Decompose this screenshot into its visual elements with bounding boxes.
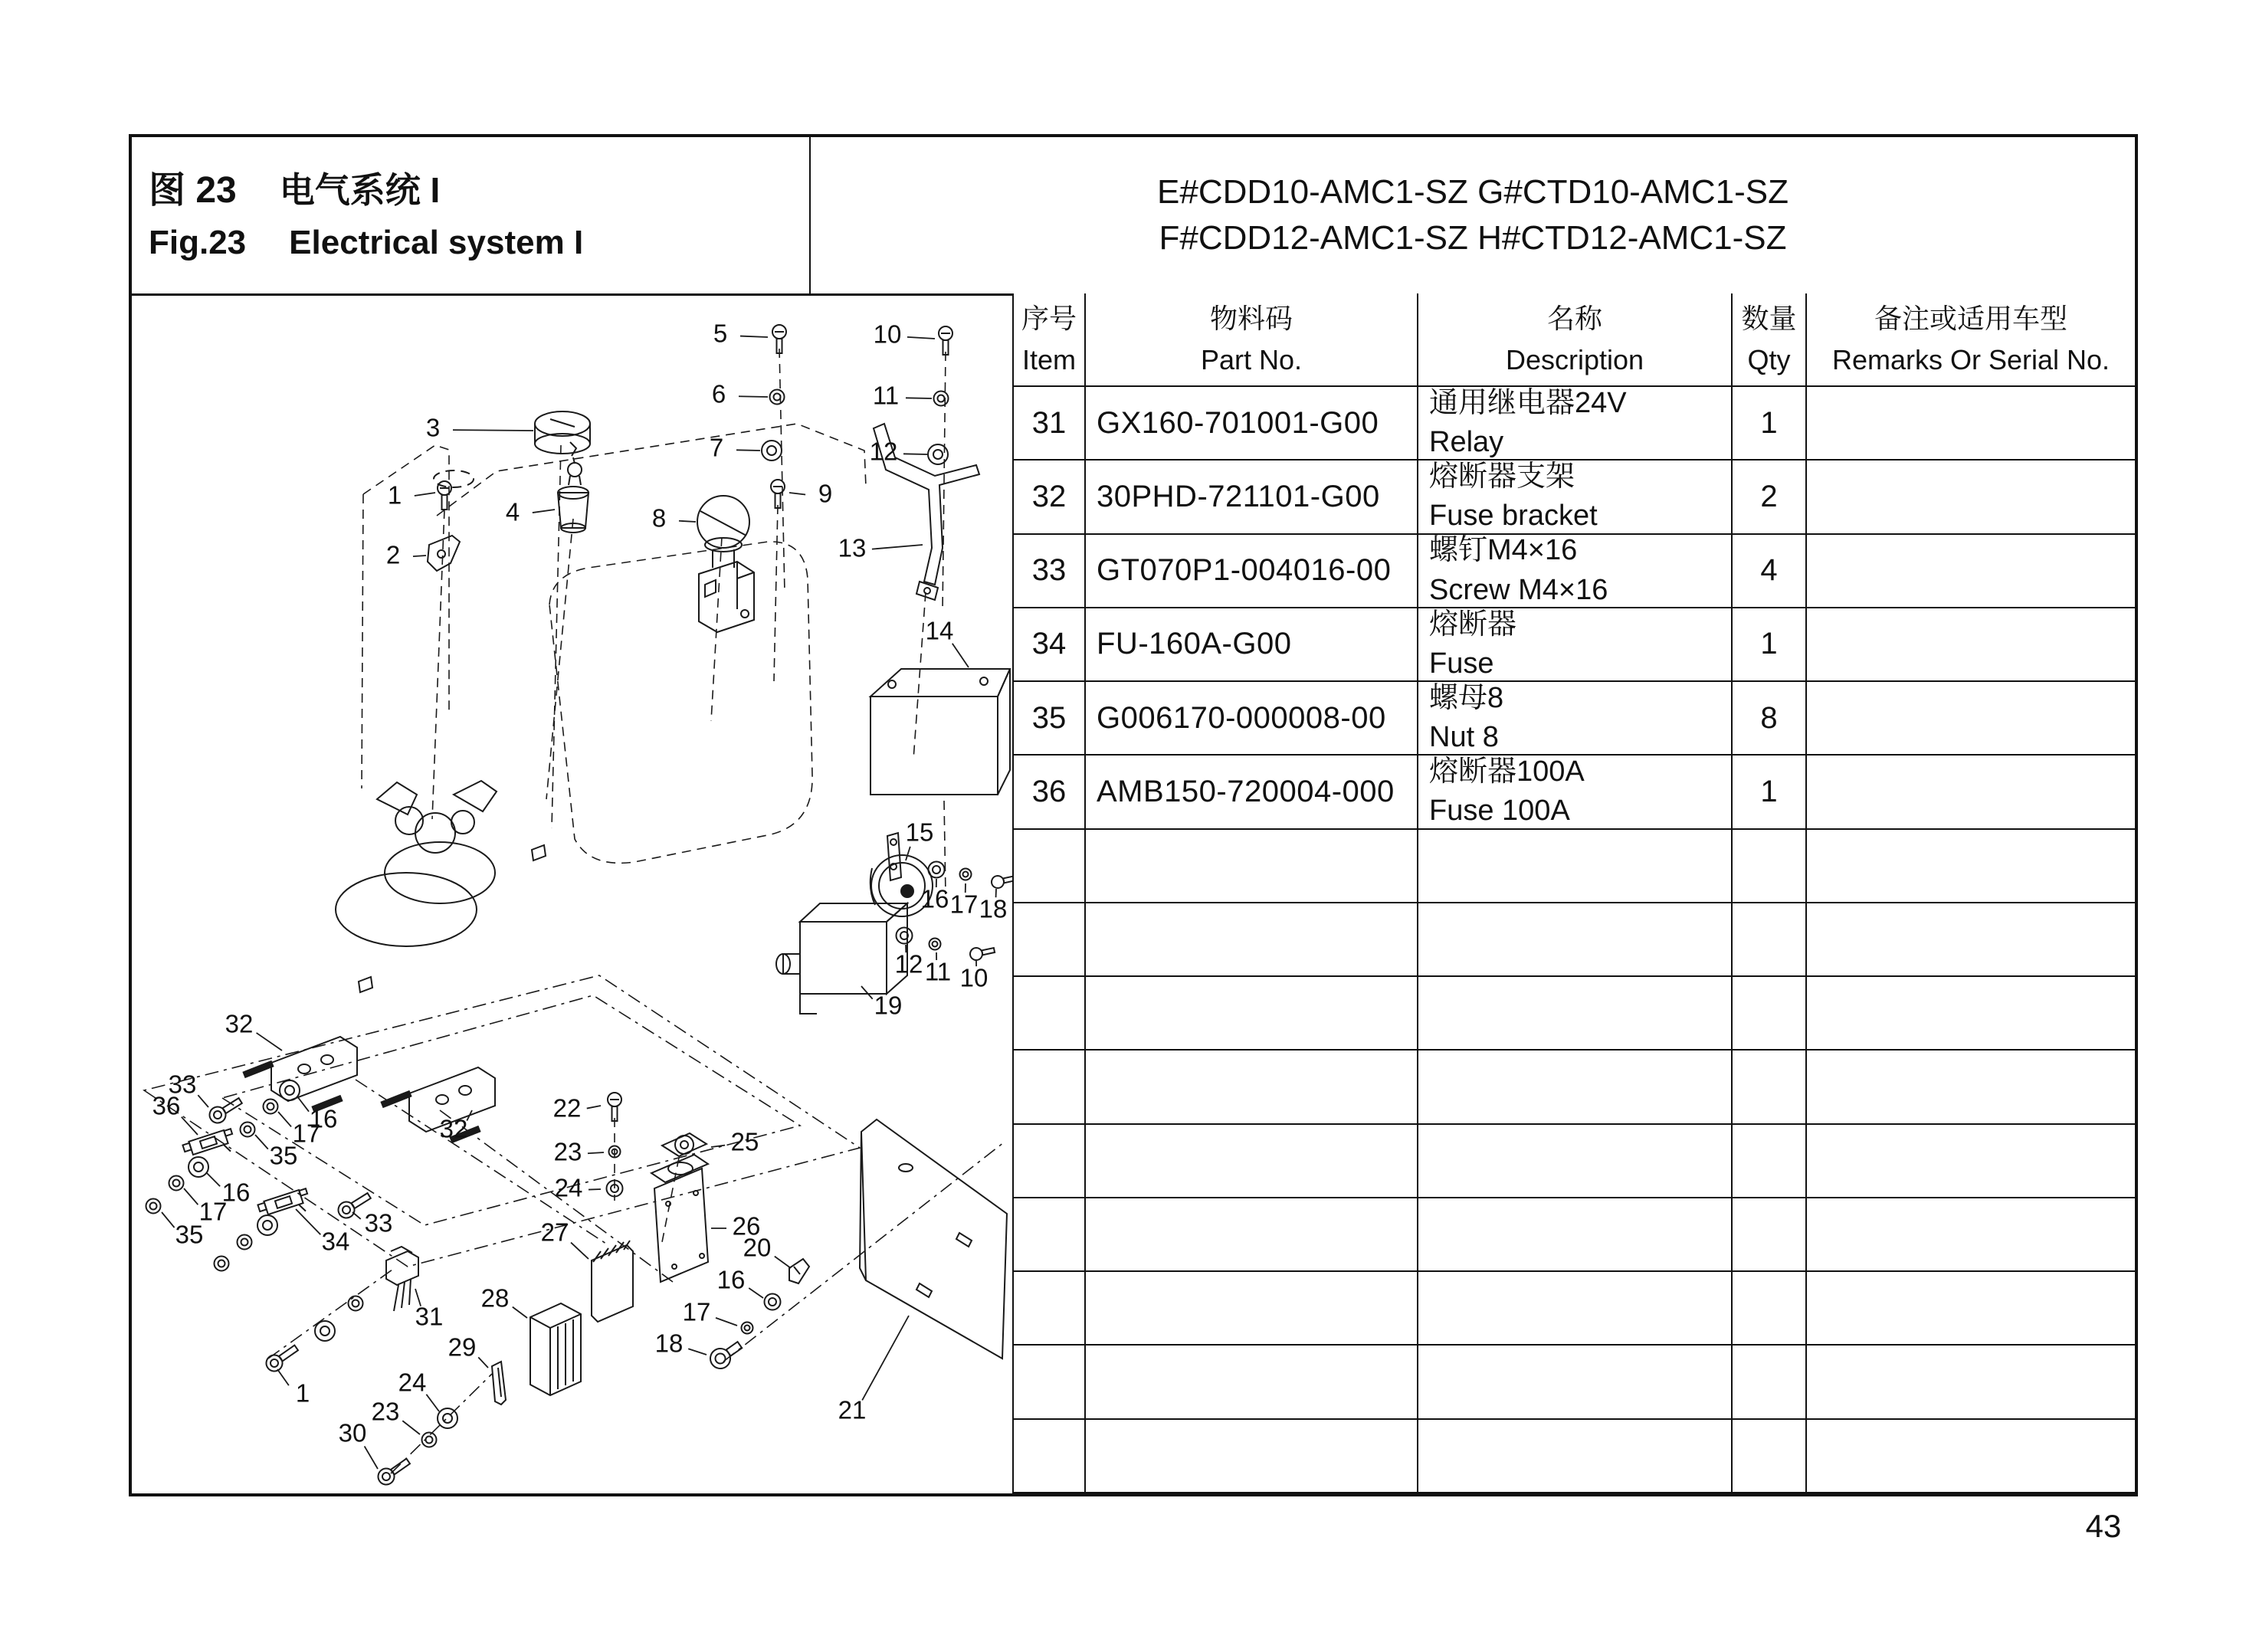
callout-leader	[775, 1257, 791, 1268]
part-shape	[693, 1191, 698, 1195]
part-shape	[924, 588, 930, 594]
cell-qty-empty	[1733, 830, 1807, 903]
exploded-parts-diagram	[132, 292, 1012, 1496]
part-shape	[298, 1064, 310, 1073]
cell-item: 33	[1014, 535, 1086, 608]
callout-leader	[365, 1446, 378, 1469]
cell-part-no-empty	[1086, 1346, 1418, 1419]
callout-label-19: 19	[874, 991, 903, 1020]
part-shape	[956, 1233, 972, 1247]
col-header-item: 序号 Item	[1014, 293, 1086, 387]
hardware-washer	[189, 1157, 208, 1177]
callout-leader	[415, 493, 435, 496]
cell-item: 35	[1014, 682, 1086, 756]
part-shape	[459, 1086, 471, 1095]
part-shape	[700, 511, 746, 536]
model-line-1: E#CDD10-AMC1-SZ G#CTD10-AMC1-SZ	[1157, 173, 1789, 211]
callout-label-10: 10	[959, 963, 989, 992]
hardware-nut	[238, 1235, 252, 1250]
part-shape	[699, 562, 754, 632]
callout-leader	[736, 450, 760, 451]
cell-item: 32	[1014, 461, 1086, 534]
cell-part-no: FU-160A-G00	[1086, 608, 1418, 682]
cell-remarks-empty	[1807, 1420, 2135, 1493]
part-shape	[321, 1055, 333, 1064]
callout-label-15: 15	[905, 818, 934, 847]
callout-leader	[789, 493, 805, 494]
callout-label-16: 16	[716, 1265, 746, 1294]
chassis-outline	[944, 801, 946, 894]
cell-part-no-empty	[1086, 977, 1418, 1051]
callout-label-33: 33	[364, 1208, 393, 1237]
cell-description: 熔断器 Fuse	[1418, 608, 1733, 682]
callout-label-23: 23	[553, 1137, 582, 1166]
callout-label-32: 32	[225, 1009, 254, 1038]
part-shape	[271, 1037, 357, 1101]
cell-qty: 8	[1733, 682, 1807, 756]
cell-item-empty	[1014, 903, 1086, 977]
figure-name-en: Electrical system I	[289, 224, 584, 261]
callout-label-24: 24	[554, 1173, 583, 1202]
callout-label-16: 16	[221, 1178, 251, 1207]
hardware-washer	[762, 441, 782, 461]
hardware-nut	[241, 1123, 255, 1137]
callout-label-9: 9	[818, 479, 833, 508]
callout-label-22: 22	[552, 1093, 582, 1123]
cell-part-no-empty	[1086, 1420, 1418, 1493]
model-line-2: F#CDD12-AMC1-SZ H#CTD12-AMC1-SZ	[1159, 219, 1787, 257]
callout-label-30: 30	[338, 1418, 367, 1447]
callout-label-34: 34	[321, 1227, 350, 1256]
callout-leader	[749, 1288, 763, 1298]
cell-item-empty	[1014, 1346, 1086, 1419]
callout-label-23: 23	[371, 1397, 400, 1426]
cell-part-no: 30PHD-721101-G00	[1086, 461, 1418, 534]
part-shape	[593, 1241, 630, 1262]
part-shape	[568, 463, 582, 477]
cell-description-empty	[1418, 1198, 1733, 1272]
callout-leader	[182, 1117, 198, 1135]
cell-description: 熔断器100A Fuse 100A	[1418, 756, 1733, 829]
chassis-outline	[362, 494, 363, 788]
cell-item: 36	[1014, 756, 1086, 829]
cell-item-empty	[1014, 1051, 1086, 1124]
cell-part-no-empty	[1086, 1272, 1418, 1346]
callout-label-3: 3	[425, 413, 441, 442]
part-shape	[672, 1264, 677, 1269]
part-shape	[870, 669, 1010, 697]
cell-qty-empty	[1733, 1198, 1807, 1272]
cell-part-no: AMB150-720004-000	[1086, 756, 1418, 829]
part-shape	[888, 680, 896, 688]
callout-leader	[862, 1316, 909, 1400]
cell-description-empty	[1418, 1272, 1733, 1346]
hardware-washer	[928, 444, 948, 464]
cell-part-no-empty	[1086, 903, 1418, 977]
part-shape	[737, 562, 754, 609]
hardware-nut	[215, 1257, 229, 1271]
hardware-bolt	[707, 1337, 746, 1373]
chassis-outline	[268, 1270, 392, 1359]
callout-leader	[861, 986, 873, 999]
hardware-fuselink	[257, 1188, 313, 1224]
chassis-outline	[913, 592, 926, 759]
callout-label-7: 7	[709, 433, 724, 462]
cell-qty-empty	[1733, 1346, 1807, 1419]
callout-label-17: 17	[949, 890, 979, 919]
callout-leader	[739, 396, 768, 397]
hardware-fuselink	[182, 1128, 238, 1165]
callout-leader	[255, 1135, 268, 1149]
hardware-screwD	[207, 1094, 245, 1126]
figure-number-cn: 图 23	[149, 170, 237, 211]
callout-label-27: 27	[540, 1218, 569, 1247]
callout-leader	[277, 1369, 289, 1385]
cell-description-empty	[1418, 1346, 1733, 1419]
cell-description-empty	[1418, 830, 1733, 903]
callout-leader	[533, 510, 555, 513]
cell-qty-empty	[1733, 1420, 1807, 1493]
callout-label-31: 31	[415, 1302, 444, 1331]
callout-leader	[740, 336, 768, 337]
part-shape	[697, 496, 749, 548]
callout-label-20: 20	[743, 1233, 772, 1262]
callout-label-17: 17	[292, 1119, 321, 1148]
cell-remarks-empty	[1807, 1346, 2135, 1419]
part-shape	[899, 1164, 913, 1172]
col-header-remarks: 备注或适用车型 Remarks Or Serial No.	[1807, 293, 2135, 387]
part-shape	[789, 1259, 809, 1283]
hardware-screwH	[969, 944, 996, 961]
cell-remarks-empty	[1807, 1272, 2135, 1346]
part-shape	[800, 994, 817, 1014]
hardware-washerS	[929, 862, 945, 878]
figure-name-cn: 电气系统 I	[279, 170, 441, 210]
cell-qty: 1	[1733, 756, 1807, 829]
chassis-outline	[549, 542, 812, 863]
callout-label-18: 18	[654, 1329, 684, 1358]
cell-remarks	[1807, 535, 2135, 608]
cell-remarks-empty	[1807, 1051, 2135, 1124]
callout-label-4: 4	[505, 497, 520, 526]
model-codes	[811, 137, 2135, 293]
part-shape	[451, 811, 474, 834]
callout-leader	[716, 1318, 737, 1326]
hardware-nutS	[930, 939, 941, 950]
hardware-nut	[169, 1176, 184, 1191]
callout-label-16: 16	[309, 1104, 338, 1133]
part-shape	[800, 922, 887, 994]
cell-description: 螺钉M4×16 Screw M4×16	[1418, 535, 1733, 608]
part-shape	[901, 885, 913, 897]
page-number: 43	[2085, 1508, 2122, 1544]
cell-description: 螺母8 Nut 8	[1418, 682, 1733, 756]
callout-leader	[198, 1095, 208, 1107]
part-shape	[783, 954, 800, 974]
hardware-nut	[934, 392, 949, 406]
cell-qty-empty	[1733, 1125, 1807, 1198]
callout-label-35: 35	[175, 1220, 204, 1249]
callout-label-18: 18	[979, 894, 1008, 923]
part-shape	[705, 580, 716, 597]
content-frame	[129, 134, 2138, 1496]
callout-leader	[184, 1188, 198, 1205]
hardware-nutS	[960, 869, 972, 880]
hardware-screwH	[991, 872, 1012, 889]
hardware-screwV	[939, 326, 952, 355]
callout-label-28: 28	[480, 1283, 510, 1313]
hardware-washer	[257, 1215, 277, 1235]
callout-label-26: 26	[732, 1211, 761, 1241]
cell-qty: 4	[1733, 535, 1807, 608]
hardware-washerS	[897, 928, 913, 944]
part-shape	[532, 845, 546, 860]
cell-remarks	[1807, 682, 2135, 756]
cell-description-empty	[1418, 903, 1733, 977]
cell-part-no: GX160-701001-G00	[1086, 387, 1418, 461]
parts-table	[1012, 293, 2135, 1493]
callout-label-17: 17	[198, 1197, 228, 1226]
cell-part-no-empty	[1086, 1125, 1418, 1198]
part-shape	[680, 1141, 688, 1149]
hardware-washer	[315, 1321, 335, 1341]
callout-label-32: 32	[439, 1114, 468, 1143]
cell-remarks	[1807, 756, 2135, 829]
hardware-screwD	[263, 1341, 300, 1374]
cell-part-no-empty	[1086, 1198, 1418, 1272]
part-shape	[870, 697, 998, 795]
cell-qty-empty	[1733, 903, 1807, 977]
callout-leader	[402, 1421, 420, 1434]
col-header-qty: 数量 Qty	[1733, 293, 1807, 387]
callout-leader	[426, 1395, 439, 1411]
part-shape	[666, 1201, 670, 1206]
part-shape	[662, 1133, 707, 1156]
callout-leader	[453, 430, 533, 431]
part-shape	[498, 1368, 501, 1397]
cell-remarks-empty	[1807, 977, 2135, 1051]
part-shape	[890, 839, 897, 845]
cell-remarks	[1807, 461, 2135, 534]
cell-description-empty	[1418, 977, 1733, 1051]
callout-label-17: 17	[682, 1297, 711, 1326]
title-block	[132, 137, 2135, 296]
callout-leader	[907, 337, 935, 339]
callout-label-35: 35	[269, 1141, 298, 1170]
cell-item-empty	[1014, 1272, 1086, 1346]
callout-leader	[589, 1189, 601, 1190]
callout-label-25: 25	[730, 1127, 759, 1156]
cell-part-no-empty	[1086, 830, 1418, 903]
part-shape	[668, 1162, 693, 1175]
callout-leader	[571, 1243, 589, 1259]
cell-description-empty	[1418, 1420, 1733, 1493]
callout-label-29: 29	[448, 1332, 477, 1362]
chassis-outline	[662, 1158, 679, 1242]
callout-leader	[162, 1212, 175, 1228]
part-shape	[879, 863, 925, 909]
chassis-outline	[546, 519, 573, 799]
part-shape	[741, 610, 749, 618]
callout-label-11: 11	[872, 381, 900, 410]
callout-leader	[257, 1033, 282, 1051]
part-shape	[794, 1267, 800, 1274]
callout-leader	[513, 1307, 527, 1318]
hardware-washerS	[765, 1294, 781, 1310]
cell-description: 通用继电器24V Relay	[1418, 387, 1733, 461]
col-header-description: 名称 Description	[1418, 293, 1733, 387]
callout-label-2: 2	[385, 540, 401, 569]
part-shape	[550, 1319, 573, 1395]
cell-part-no-empty	[1086, 1051, 1418, 1124]
part-shape	[998, 669, 1010, 795]
part-shape	[434, 470, 474, 487]
callout-label-13: 13	[838, 533, 867, 562]
cell-qty: 1	[1733, 387, 1807, 461]
part-shape	[980, 677, 988, 685]
callout-leader	[872, 545, 923, 549]
cell-remarks	[1807, 608, 2135, 682]
callout-label-8: 8	[651, 503, 667, 533]
part-shape	[438, 550, 445, 558]
callout-label-12: 12	[894, 949, 923, 978]
callout-leader	[711, 1146, 725, 1147]
callout-leader	[587, 1106, 601, 1109]
callout-leader	[478, 1357, 488, 1368]
hardware-nut	[349, 1296, 363, 1311]
part-shape	[436, 1095, 448, 1104]
part-shape	[386, 1251, 418, 1285]
figure-title	[132, 137, 811, 293]
cell-description: 熔断器支架 Fuse bracket	[1418, 461, 1733, 534]
cell-part-no: G006170-000008-00	[1086, 682, 1418, 756]
part-shape	[675, 1136, 693, 1154]
cell-item-empty	[1014, 1420, 1086, 1493]
callout-leader	[206, 1172, 220, 1186]
hardware-nut	[146, 1199, 161, 1214]
part-shape	[916, 1283, 932, 1297]
cell-qty-empty	[1733, 977, 1807, 1051]
hardware-nut	[422, 1433, 437, 1447]
callout-label-6: 6	[711, 379, 726, 408]
part-shape	[359, 977, 372, 992]
hardware-washer	[280, 1080, 300, 1100]
callout-label-11: 11	[924, 957, 952, 986]
part-shape	[394, 1279, 411, 1311]
part-shape	[377, 782, 417, 815]
callout-label-24: 24	[398, 1368, 427, 1397]
chassis-outline	[774, 505, 778, 681]
part-shape	[861, 1119, 1007, 1359]
callout-leader	[688, 1349, 707, 1355]
cell-qty: 2	[1733, 461, 1807, 534]
callout-leader	[952, 644, 969, 667]
part-shape	[535, 419, 590, 444]
part-shape	[244, 1064, 273, 1075]
cell-item-empty	[1014, 1125, 1086, 1198]
col-header-part-no: 物料码 Part No.	[1086, 293, 1418, 387]
cell-remarks-empty	[1807, 1125, 2135, 1198]
cell-qty-empty	[1733, 1272, 1807, 1346]
callout-leader	[297, 1096, 309, 1112]
callout-leader	[352, 1212, 361, 1219]
cell-description-empty	[1418, 1051, 1733, 1124]
callout-leader	[296, 1209, 320, 1234]
cell-item-empty	[1014, 977, 1086, 1051]
part-shape	[654, 1169, 708, 1282]
cell-qty-empty	[1733, 1051, 1807, 1124]
cell-item-empty	[1014, 830, 1086, 903]
callout-label-1: 1	[387, 480, 402, 510]
hardware-nut	[770, 390, 785, 405]
callout-leader	[679, 521, 696, 522]
part-shape	[415, 813, 455, 853]
cell-description-empty	[1418, 1125, 1733, 1198]
callout-label-10: 10	[873, 320, 902, 349]
part-shape	[700, 1254, 704, 1258]
cell-item: 34	[1014, 608, 1086, 682]
cell-qty: 1	[1733, 608, 1807, 682]
cell-remarks-empty	[1807, 1198, 2135, 1272]
cell-part-no: GT070P1-004016-00	[1086, 535, 1418, 608]
cell-remarks-empty	[1807, 903, 2135, 977]
callout-label-5: 5	[713, 319, 728, 348]
part-shape	[454, 781, 497, 811]
cell-remarks	[1807, 387, 2135, 461]
cell-item-empty	[1014, 1198, 1086, 1272]
callout-label-16: 16	[920, 884, 949, 913]
hardware-nutS	[742, 1323, 753, 1334]
cell-item: 31	[1014, 387, 1086, 461]
figure-number-en: Fig.23	[149, 224, 247, 261]
cell-remarks-empty	[1807, 830, 2135, 903]
callout-label-14: 14	[925, 616, 954, 645]
hardware-screwV	[608, 1093, 621, 1121]
callout-label-1: 1	[295, 1378, 310, 1408]
callout-label-33: 33	[168, 1070, 197, 1099]
chassis-outline	[437, 424, 866, 516]
part-shape	[336, 873, 477, 946]
chassis-outline	[779, 349, 785, 592]
callout-label-12: 12	[869, 437, 898, 466]
hardware-nut	[264, 1100, 278, 1114]
chassis-outline	[363, 445, 449, 715]
callout-leader	[278, 1112, 291, 1126]
callout-label-36: 36	[152, 1091, 181, 1120]
callout-leader	[906, 847, 910, 860]
callout-label-21: 21	[838, 1395, 867, 1424]
callout-leader	[588, 1152, 604, 1153]
hardware-washer	[438, 1408, 457, 1428]
